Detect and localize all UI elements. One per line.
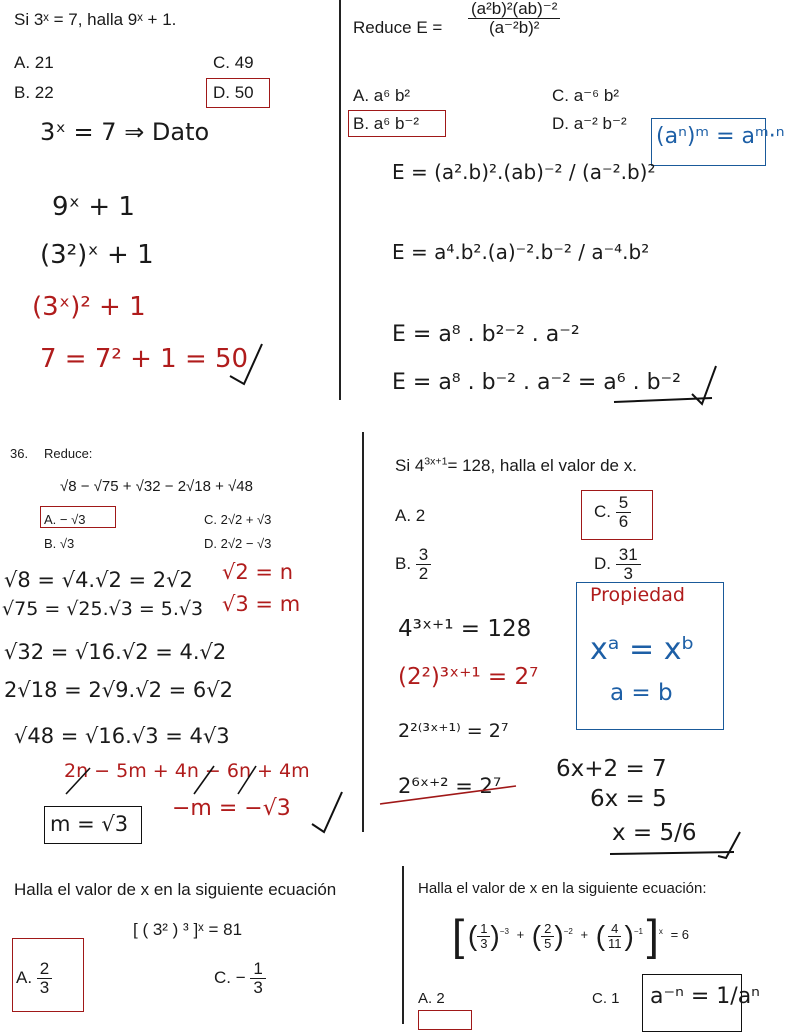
option-d-denominator: 3 <box>623 563 633 583</box>
option-c: C. 49 <box>213 53 254 72</box>
problem-5-equation: [ ( 3² ) ³ ]ˣ = 81 <box>133 920 243 939</box>
variable-n: √2 = n <box>222 560 293 584</box>
work-line-4: 2⁶ˣ⁺² = 2⁷ <box>398 774 502 798</box>
work-line-4: (3ˣ)² + 1 <box>32 292 146 322</box>
option-d <box>594 546 641 583</box>
work-line-3: 2²⁽³ˣ⁺¹⁾ = 2⁷ <box>398 720 509 742</box>
check-mark-icon <box>690 364 720 408</box>
problem-2-prefix: Reduce E = <box>353 18 443 37</box>
option-a-label: A. <box>16 967 33 987</box>
option-a: A. − √3 <box>44 512 86 527</box>
option-b <box>395 546 431 583</box>
option-b-denominator: 2 <box>418 563 429 583</box>
option-b: B. 22 <box>14 83 54 102</box>
final-answer: m = √3 <box>50 812 129 836</box>
problem-1-statement: Si 3ˣ = 7, halla 9ˣ + 1. <box>14 10 177 29</box>
option-b: B. a⁶ b⁻² <box>353 114 420 133</box>
work-line-6: 6x = 5 <box>590 786 667 812</box>
option-c: C. a⁻⁶ b² <box>552 86 619 105</box>
divider-top <box>339 0 341 400</box>
option-a: A. a⁶ b² <box>353 86 411 105</box>
option-d-label: D. <box>594 553 611 573</box>
option-d: D. a⁻² b⁻² <box>552 114 627 133</box>
work-line-1: 3ˣ = 7 ⇒ Dato <box>40 118 210 146</box>
property-text: a⁻ⁿ = 1/aⁿ <box>650 984 760 1009</box>
work-line-5: 7 = 7² + 1 = 50 <box>40 344 249 374</box>
strike-marks <box>60 760 260 800</box>
fraction-denominator: (a⁻²b)² <box>488 17 540 37</box>
option-c <box>214 960 266 997</box>
divider-bottom <box>402 866 404 1024</box>
answer-box <box>348 110 446 137</box>
option-d: D. 2√2 − √3 <box>204 536 272 551</box>
divider-middle <box>362 432 364 832</box>
option-c-numerator: 5 <box>616 494 631 513</box>
property-result: a = b <box>610 680 673 706</box>
property-title: Propiedad <box>590 584 685 606</box>
statement-exponent: 3x+1 <box>424 455 448 468</box>
problem-number: 36. <box>10 446 29 461</box>
property-equation: xᵃ = xᵇ <box>590 632 695 667</box>
option-a: A. 2 <box>395 506 426 525</box>
statement-base: Si 4 <box>395 456 425 475</box>
option-d: D. 50 <box>213 83 254 102</box>
work-line-5: 6x+2 = 7 <box>556 756 667 782</box>
answer-box <box>40 506 116 528</box>
work-line-5: √48 = √16.√3 = 4√3 <box>14 724 230 748</box>
work-line-3: (3²)ˣ + 1 <box>40 240 154 270</box>
work-line-7: x = 5/6 <box>612 820 697 846</box>
problem-3-expression: √8 − √75 + √32 − 2√18 + √48 <box>60 478 253 495</box>
option-c: C. 1 <box>592 990 620 1007</box>
problem-6-statement: Halla el valor de x en la siguiente ecuación: <box>418 880 707 897</box>
check-mark-icon <box>226 340 266 390</box>
work-line-2: E = a⁴.b².(a)⁻².b⁻² / a⁻⁴.b² <box>392 240 650 264</box>
work-line-2: 9ˣ + 1 <box>52 192 135 222</box>
option-c-numerator: 1 <box>250 960 265 979</box>
work-line-7: −m = −√3 <box>172 796 291 821</box>
option-a: A. 2 <box>418 990 445 1007</box>
work-line-6: 2n − 5m + 4n − 6n + 4m <box>64 760 310 782</box>
option-c: C. 2√2 + √3 <box>204 512 272 527</box>
option-c-denominator: 6 <box>618 511 629 531</box>
option-d-numerator: 31 <box>616 546 641 565</box>
check-mark-icon <box>310 790 346 836</box>
work-line-2: (2²)³ˣ⁺¹ = 2⁷ <box>398 664 539 690</box>
work-line-1: 4³ˣ⁺¹ = 128 <box>398 616 532 642</box>
work-line-1: √8 = √4.√2 = 2√2 <box>4 568 193 592</box>
equation-rhs: = 6 <box>670 927 689 943</box>
problem-2-fraction <box>468 0 560 37</box>
option-a <box>16 960 52 997</box>
option-b-label: B. <box>395 553 412 573</box>
problem-5-statement: Halla el valor de x en la siguiente ecuación <box>14 880 337 899</box>
work-line-2: √75 = √25.√3 = 5.√3 <box>2 598 204 620</box>
work-line-4: E = a⁸ . b⁻² . a⁻² = a⁶ . b⁻² <box>392 370 681 395</box>
answer-box <box>418 1010 472 1030</box>
option-a: A. 21 <box>14 53 54 72</box>
option-c-denominator: 3 <box>253 977 263 997</box>
variable-m: √3 = m <box>222 592 301 616</box>
property-text: (aⁿ)ᵐ = aᵐ·ⁿ <box>656 124 785 149</box>
work-line-4: 2√18 = 2√9.√2 = 6√2 <box>4 678 233 702</box>
problem-6-equation: [ ( $\frac{1}{3}$ )$^{-3}$ + ( $\frac{2}{5}$ )$^{-2}$ + ( $\frac{4}{11}$ )$^{-1}$ ]$^x$ = 6 <box>452 911 689 960</box>
answer-box <box>581 490 653 540</box>
statement-rest: = 128, halla el valor de x. <box>447 456 637 475</box>
option-c-label: C. − <box>214 967 246 987</box>
option-b-numerator: 3 <box>416 546 431 565</box>
option-b: B. √3 <box>44 536 75 551</box>
strike-line <box>376 780 526 810</box>
problem-4-statement <box>395 456 637 476</box>
check-mark-icon <box>608 824 748 860</box>
option-a-denominator: 3 <box>39 977 50 997</box>
work-line-3: √32 = √16.√2 = 4.√2 <box>4 640 227 664</box>
work-line-3: E = a⁸ . b²⁻² . a⁻² <box>392 322 580 347</box>
option-a-numerator: 2 <box>37 960 52 979</box>
problem-3-title: Reduce: <box>44 446 93 461</box>
option-c-label: C. <box>594 501 611 521</box>
fraction-numerator: (a²b)²(ab)⁻² <box>468 0 560 19</box>
work-line-1: E = (a².b)².(ab)⁻² / (a⁻².b)² <box>392 160 656 184</box>
answer-box <box>206 78 270 108</box>
